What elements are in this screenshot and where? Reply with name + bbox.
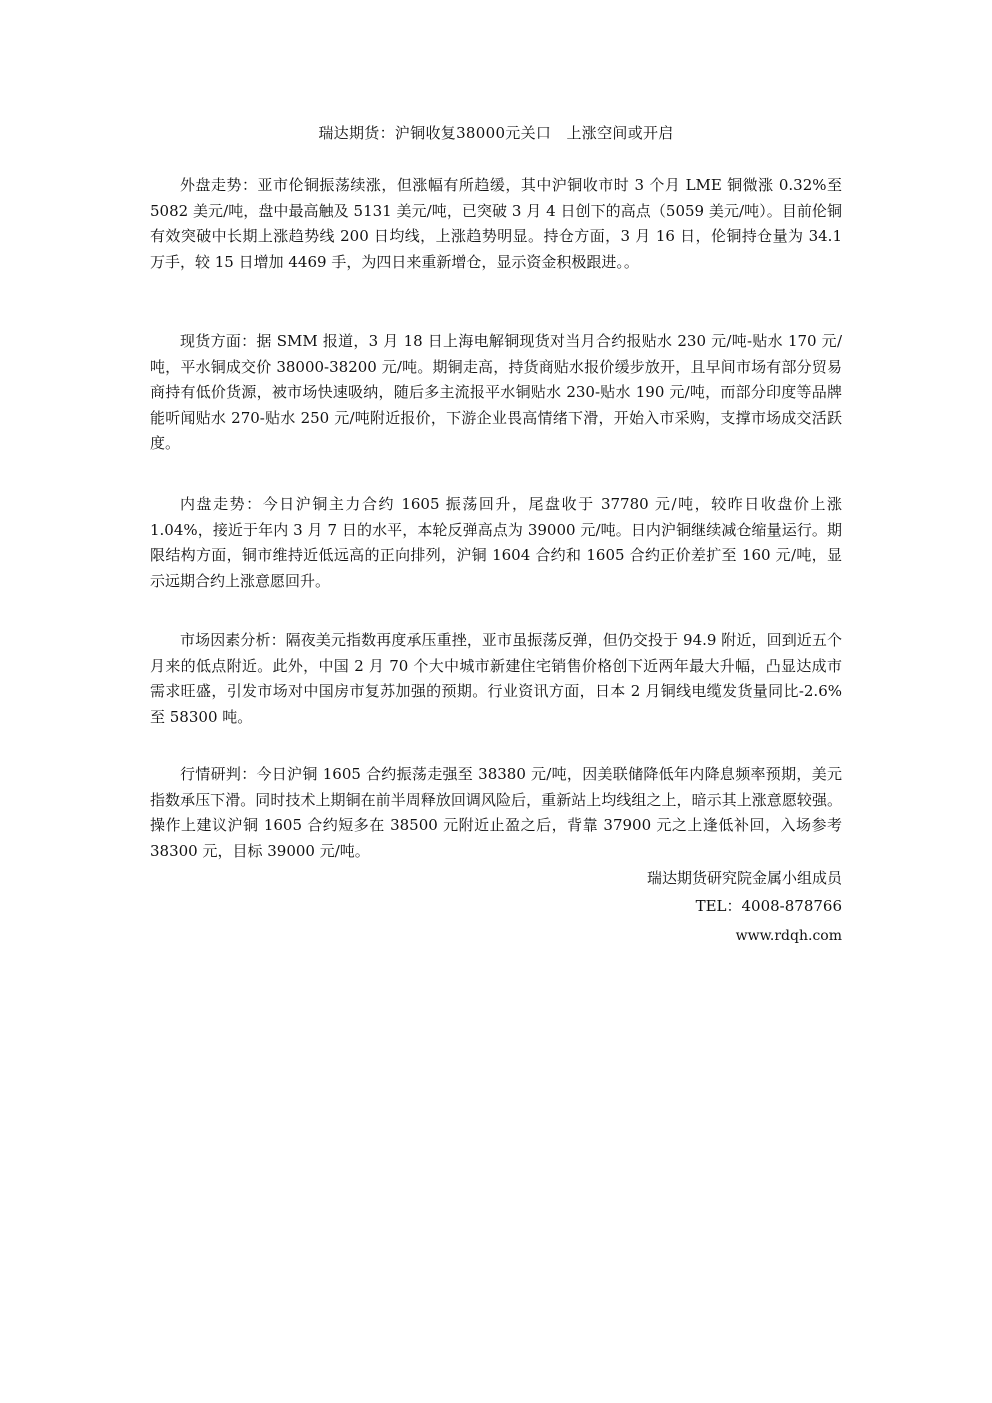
signature-telephone: TEL：4008-878766	[695, 897, 842, 915]
signature-website: www.rdqh.com	[735, 928, 842, 944]
paragraph-spot-market: 现货方面：据 SMM 报道，3 月 18 日上海电解铜现货对当月合约报贴水 230 元/吨-贴水 170 元/吨，平水铜成交价 38000-38200 元/吨。期铜走高，持货商贴水报价缓步放开，且早间市场有部分贸易商持有低价货源，被市场快速吸纳，随后多主流报平水铜贴水 230-贴水 190 元/吨，而部分印度等品牌能听闻贴水 270-贴水 250 元/吨附近报价，下游企业畏高情绪下滑，开始入市采购，支撑市场成交活跃度。	[150, 332, 842, 453]
document-title: 瑞达期货：沪铜收复38000元关口 上涨空间或开启	[318, 124, 674, 142]
paragraph-domestic-market: 内盘走势：今日沪铜主力合约 1605 振荡回升，尾盘收于 37780 元/吨，较昨日收盘价上涨 1.04%，接近于年内 3 月 7 日的水平，本轮反弹高点为 39000 元/吨。日内沪铜继续减仓缩量运行。期限结构方面，铜市维持近低远高的正向排列，沪铜 1604 合约和 1605 合约正价差扩至 160 元/吨，显示远期合约上涨意愿回升。	[150, 495, 842, 590]
signature-organization: 瑞达期货研究院金属小组成员	[646, 869, 842, 887]
paragraph-overseas-market: 外盘走势：亚市伦铜振荡续涨，但涨幅有所趋缓，其中沪铜收市时 3 个月 LME 铜微涨 0.32%至 5082 美元/吨，盘中最高触及 5131 美元/吨，已突破 3 月 4 日创下的高点（5059 美元/吨）。目前伦铜有效突破中长期上涨趋势线 200 日均线，上涨趋势明显。持仓方面，3 月 16 日，伦铜持仓量为 34.1 万手，较 15 日增加 4469 手，为四日来重新增仓，显示资金积极跟进。。	[150, 176, 842, 271]
paragraph-outlook: 行情研判：今日沪铜 1605 合约振荡走强至 38380 元/吨，因美联储降低年内降息频率预期，美元指数承压下滑。同时技术上期铜在前半周释放回调风险后，重新站上均线组之上，暗示其上涨意愿较强。操作上建议沪铜 1605 合约短多在 38500 元附近止盈之后，背靠 37900 元之上逢低补回，入场参考 38300 元，目标 39000 元/吨。	[150, 765, 842, 860]
paragraph-market-factors: 市场因素分析：隔夜美元指数再度承压重挫，亚市虽振荡反弹，但仍交投于 94.9 附近，回到近五个月来的低点附近。此外，中国 2 月 70 个大中城市新建住宅销售价格创下近两年最大升幅，凸显达成市需求旺盛，引发市场对中国房市复苏加强的预期。行业资讯方面，日本 2 月铜线电缆发货量同比-2.6%至 58300 吨。	[150, 631, 842, 726]
